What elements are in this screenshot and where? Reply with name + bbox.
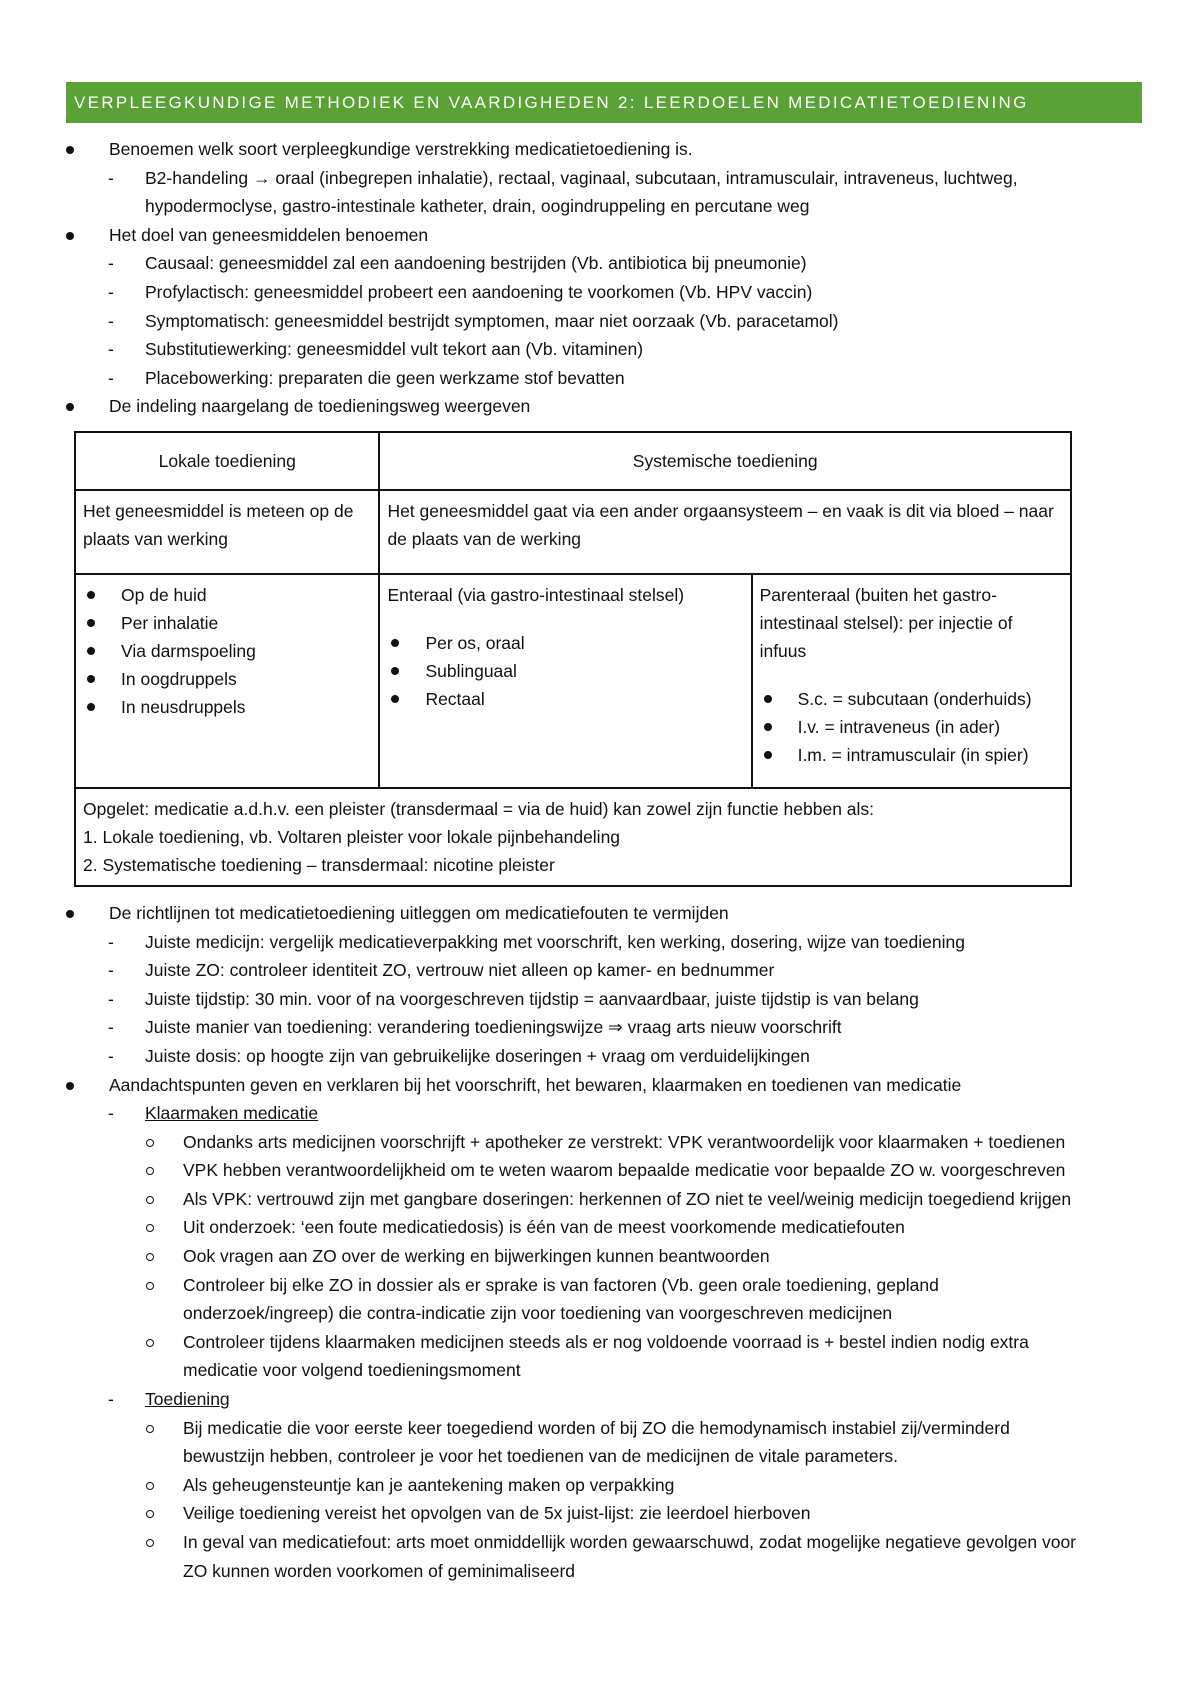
dash-icon: - <box>108 1017 114 1038</box>
dash-icon: - <box>108 367 114 388</box>
table-desc-local: Het geneesmiddel is meteen op de plaats van werking <box>75 490 379 574</box>
dash-icon: - <box>108 253 114 274</box>
table-header-local: Lokale toediening <box>75 432 379 490</box>
bullet-icon <box>66 403 74 411</box>
circle-item: In geval van medicatiefout: arts moet onmiddellijk worden gewaarschuwd, zodat mogelijke negatieve gevolgen voor <box>66 1528 1146 1557</box>
circle-item: Uit onderzoek: ‘een foute medicatiedosis) is één van de meest voorkomende medicatiefouten <box>66 1213 1146 1242</box>
table-parenteral-cell <box>752 574 1071 788</box>
bullet-icon <box>87 619 95 627</box>
subheading-klaarmaken: - Klaarmaken medicatie <box>66 1099 1146 1128</box>
dash-icon: - <box>108 960 114 981</box>
dash-item: - Juiste tijdstip: 30 min. voor of na voorgeschreven tijdstip = aanvaardbaar, juiste tijdstip is van belang <box>66 985 1146 1014</box>
circle-item: Als geheugensteuntje kan je aantekening maken op verpakking <box>66 1471 1146 1500</box>
table-local-list-cell <box>75 574 379 788</box>
dash-item: - Placebowerking: preparaten die geen werkzame stof bevatten <box>66 364 1146 393</box>
bullet-icon <box>764 751 772 759</box>
circle-item: Ook vragen aan ZO over de werking en bijwerkingen kunnen beantwoorden <box>66 1242 1146 1271</box>
bullet-item: Aandachtspunten geven en verklaren bij het voorschrift, het bewaren, klaarmaken en toedienen van medicatie <box>66 1071 1146 1100</box>
circle-item: Ondanks arts medicijnen voorschrijft + apotheker ze verstrekt: VPK verantwoordelijk voor klaarmaken + toedienen <box>66 1128 1146 1157</box>
dash-icon: - <box>108 167 114 188</box>
bullet-icon <box>66 146 74 154</box>
circle-bullet-icon <box>146 1539 154 1547</box>
circle-bullet-icon <box>146 1224 154 1232</box>
list-item: I.v. = intraveneus (in ader) <box>760 713 1063 741</box>
dash-item: - Symptomatisch: geneesmiddel bestrijdt symptomen, maar niet oorzaak (Vb. paracetamol) <box>66 307 1146 336</box>
bullet-icon <box>87 591 95 599</box>
circle-bullet-icon <box>146 1282 154 1290</box>
dash-icon: - <box>108 281 114 302</box>
bullet-icon <box>391 639 399 647</box>
circle-bullet-icon <box>146 1339 154 1347</box>
circle-bullet-icon <box>146 1196 154 1204</box>
dash-icon: - <box>108 1045 114 1066</box>
list-item: Sublinguaal <box>387 657 743 685</box>
dash-icon: - <box>108 988 114 1009</box>
table-header-systemic: Systemische toediening <box>379 432 1071 490</box>
note-line: 1. Lokale toediening, vb. Voltaren pleister voor lokale pijnbehandeling <box>83 826 621 847</box>
circle-bullet-icon <box>146 1167 154 1175</box>
dash-item: - Juiste medicijn: vergelijk medicatieverpakking met voorschrift, ken werking, dosering, wijze van toediening <box>66 928 1146 957</box>
dash-item: - Causaal: geneesmiddel zal een aandoening bestrijden (Vb. antibiotica bij pneumonie) <box>66 249 1146 278</box>
bullet-icon <box>764 695 772 703</box>
circle-item: Als VPK: vertrouwd zijn met gangbare doseringen: herkennen of ZO niet te veel/weinig medicijn toegediend krijgen <box>66 1185 1146 1214</box>
dash-icon: - <box>108 931 114 952</box>
administration-route-table <box>74 431 1072 887</box>
list-item: Rectaal <box>387 685 743 713</box>
circle-item-continuation: ZO kunnen worden voorkomen of geminimaliseerd <box>183 1560 575 1581</box>
parenteral-routes-list <box>760 685 1063 769</box>
list-item: Op de huid <box>83 581 371 609</box>
circle-item: VPK hebben verantwoordelijkheid om te weten waarom bepaalde medicatie voor bepaalde ZO w. voorgeschreven <box>66 1156 1146 1185</box>
dash-item: - Profylactisch: geneesmiddel probeert een aandoening te voorkomen (Vb. HPV vaccin) <box>66 278 1146 307</box>
note-line: 2. Systematische toediening – transdermaal: nicotine pleister <box>83 854 555 875</box>
list-item: In oogdruppels <box>83 665 371 693</box>
dash-item: - Juiste ZO: controleer identiteit ZO, vertrouw niet alleen op kamer- en bednummer <box>66 956 1146 985</box>
circle-item-continuation: medicatie voor volgend toedieningsmoment <box>183 1360 521 1381</box>
bullet-icon <box>87 703 95 711</box>
circle-bullet-icon <box>146 1253 154 1261</box>
bullet-icon <box>66 232 74 240</box>
dash-item: - Juiste manier van toediening: verandering toedieningswijze ⇒ vraag arts nieuw voorschrift <box>66 1013 1146 1042</box>
circle-bullet-icon <box>146 1510 154 1518</box>
list-item: Per os, oraal <box>387 629 743 657</box>
circle-item: Controleer bij elke ZO in dossier als er sprake is van factoren (Vb. geen orale toediening, gepland <box>66 1271 1146 1300</box>
bullet-icon <box>87 675 95 683</box>
bullet-icon <box>66 910 74 918</box>
circle-bullet-icon <box>146 1139 154 1147</box>
table-enteral-cell <box>379 574 751 788</box>
bullet-icon <box>391 695 399 703</box>
page-title-bar: VERPLEEGKUNDIGE METHODIEK EN VAARDIGHEDEN 2: LEERDOELEN MEDICATIETOEDIENING <box>66 82 1142 123</box>
parenteral-title: Parenteraal (buiten het gastro-intestinaal stelsel): per injectie of infuus <box>759 584 1013 661</box>
circle-item: Controleer tijdens klaarmaken medicijnen steeds als er nog voldoende voorraad is + bestel indien nodig extra <box>66 1328 1146 1357</box>
list-item: S.c. = subcutaan (onderhuids) <box>760 685 1063 713</box>
circle-bullet-icon <box>146 1425 154 1433</box>
circle-item: Bij medicatie die voor eerste keer toegediend worden of bij ZO die hemodynamisch instabiel zij/verminderd <box>66 1414 1146 1443</box>
bullet-item: De indeling naargelang de toedieningsweg weergeven <box>66 392 1146 421</box>
dash-icon: - <box>108 310 114 331</box>
dash-icon: - <box>108 339 114 360</box>
dash-item: - B2-handeling → oraal (inbegrepen inhalatie), rectaal, vaginaal, subcutaan, intramusculair, intraveneus, luchtweg, <box>66 164 1146 193</box>
dash-item: - Juiste dosis: op hoogte zijn van gebruikelijke doseringen + vraag om verduidelijkingen <box>66 1042 1146 1071</box>
circle-bullet-icon <box>146 1482 154 1490</box>
table-note-cell <box>75 788 1071 886</box>
circle-item-continuation: onderzoek/ingreep) die contra-indicatie zijn voor toediening van voorgeschreven medicijnen <box>183 1303 893 1324</box>
list-item: I.m. = intramusculair (in spier) <box>760 741 1063 769</box>
dash-item: - Substitutiewerking: geneesmiddel vult tekort aan (Vb. vitaminen) <box>66 335 1146 364</box>
document-body <box>66 135 1146 1585</box>
bullet-item: De richtlijnen tot medicatietoediening uitleggen om medicatiefouten te vermijden <box>66 899 1146 928</box>
table-desc-systemic: Het geneesmiddel gaat via een ander orgaansysteem – en vaak is dit via bloed – naar de plaats van de werking <box>379 490 1071 574</box>
enteral-title: Enteraal (via gastro-intestinaal stelsel) <box>387 584 685 605</box>
bullet-icon <box>764 723 772 731</box>
dash-icon: - <box>108 1389 114 1410</box>
bullet-item: Het doel van geneesmiddelen benoemen <box>66 221 1146 250</box>
circle-item-continuation: bewustzijn hebben, controleer je voor het toedienen van de medicijnen de vitale parameters. <box>183 1446 899 1467</box>
list-item: Per inhalatie <box>83 609 371 637</box>
dash-item-continuation: hypodermoclyse, gastro-intestinale katheter, drain, oogindruppeling en percutane weg <box>145 196 810 217</box>
subheading-toediening: - Toediening <box>66 1385 1146 1414</box>
list-item: Via darmspoeling <box>83 637 371 665</box>
bullet-icon <box>391 667 399 675</box>
bullet-icon <box>87 647 95 655</box>
list-item: In neusdruppels <box>83 693 371 721</box>
local-routes-list <box>83 581 371 721</box>
dash-icon: - <box>108 1103 114 1124</box>
circle-item: Veilige toediening vereist het opvolgen van de 5x juist-lijst: zie leerdoel hierboven <box>66 1499 1146 1528</box>
note-line: Opgelet: medicatie a.d.h.v. een pleister (transdermaal = via de huid) kan zowel zijn functie hebben als: <box>83 798 875 819</box>
enteral-routes-list <box>387 629 743 713</box>
bullet-item: Benoemen welk soort verpleegkundige verstrekking medicatietoediening is. <box>66 135 1146 164</box>
bullet-icon <box>66 1082 74 1090</box>
